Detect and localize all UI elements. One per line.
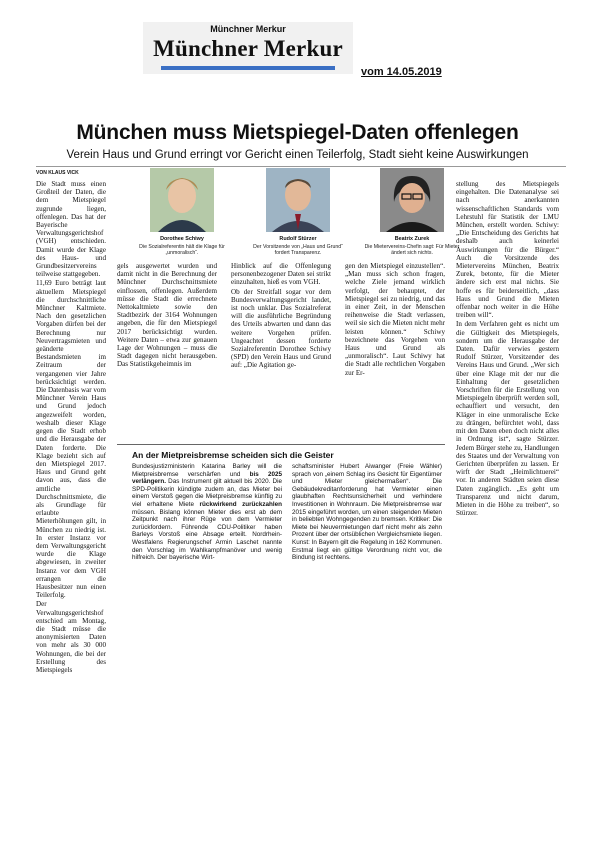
photo-dorothee-schiwy [150, 168, 214, 232]
masthead-logo [143, 22, 353, 74]
infobox-column-left [132, 463, 282, 575]
article-subhead: Verein Haus und Grund erringt vor Gericht einen Teilerfolg, Stadt sieht keine Auswirkungen [66, 149, 529, 161]
masthead-title: Münchner Merkur [153, 36, 343, 61]
infobox-headline: An der Mietpreisbremse scheiden sich die Geister [132, 450, 334, 460]
photo-name: Beatrix Zurek [394, 236, 430, 242]
paragraph: 11,69 Euro beträgt laut aktuellem Mietspiegel die durchschnittliche Münchner Kaltmiete. Nach den gesetzlichen Vorgaben dürfen bei der Berechnung nur Neuvertragsmieten und geänderte Bestandsmieten im Zeitraum der vergangenen vier Jahre berücksichtigt werden. Die Datenbasis war vom Münchner Verein Haus und Grund jedoch angezweifelt worden, weshalb dieser Klage gegen die Stadt erhob und die Herausgabe der Daten forderte. Die Klage bezieht sich auf den Mietspiegel 2017. Haus und Grund geht davon aus, dass die amtliche Durchschnittsmiete, die als Grundlage für erlaubte Mieterhöhungen gilt, in München zu niedrig ist. In erster Instanz vor dem Verwaltungsgericht wurde die Klage abgewiesen, in zweiter Instanz vor dem VGH errangen die Hausbesitzer nun einen Teilerfolg. [36, 279, 106, 600]
photo-rudolf-stuerzer [266, 168, 330, 232]
masthead-bar [161, 66, 335, 70]
photo-caption: Die Mietervereins-Chefin sagt: Für Mieter ändert sich nichts. [364, 244, 460, 257]
photo-beatrix-zurek [380, 168, 444, 232]
paragraph: Hinblick auf die Offenlegung personenbezogener Daten sei strikt einzuhalten, hieß es vom VGH. [231, 262, 331, 287]
paragraph: gen den Mietspiegel einzustellen“. „Man muss sich schon fragen, welche Ziele jemand wirklich verfolgt, der behauptet, der Mietspiegel sei zu niedrig, und das in einer Zeit, in der Menschen reihenweise die Stadt verlassen, weil sie sich die Mieten nicht mehr leisten können.“ Schiwy bezeichnete das Vorgehen von Haus und Grund als „unmoralisch“. Laut Schiwy hat die Stadt alle rechtlichen Vorgaben zur Er- [345, 262, 445, 377]
infobox-bold-text: bis 2025 verlängern. [132, 470, 282, 486]
article-column-4 [345, 262, 445, 438]
publication-date: vom 14.05.2019 [361, 66, 442, 78]
photo-caption: Der Vorsitzende von „Haus und Grund“ fordert Transparenz. [253, 244, 343, 257]
article-column-5 [456, 180, 559, 580]
byline: VON KLAUS VICK [36, 170, 79, 176]
infobox-column-right [292, 463, 442, 575]
byline-rule [36, 166, 566, 167]
masthead-small-title: Münchner Merkur [210, 24, 286, 34]
article-column-1 [36, 180, 106, 674]
paragraph: stellung des Mietspiegels eingehalten. Die Datenanalyse sei nach anerkannten wissenschaftlichen Standards vom Lehrstuhl für Statistik der LMU München, erstellt worden. Schiwy: „Die Entscheidung des Gerichts hat deshalb auch keinerlei Auswirkungen für die Bürger.“ Auch die Vorsitzende des Mietervereins München, Beatrix Zurek, betonte, für die Mieter ändere sich erst mal nichts. Sie hoffe es für beiderseitlich, „dass Haus und Grund die Mieten offenbar noch weiter in die Höhe treiben will“. [456, 180, 559, 320]
paragraph: In dem Verfahren geht es nicht um die Gültigkeit des Mietspiegels, sondern um die Herausgabe der Daten. Dafür verwies gestern Rudolf Stürzer, Vorsitzender des Vereins Haus und Grund. „Wer sich über eine Klage mit der nur die Einhaltung der gesetzlichen Vorschriften für die Erstellung von Mietspiegeln überprüft werden soll, echauffiert und versucht, den Kläger in eine unmoralische Ecke zu drängen, befürchtet wohl, dass mit den Daten eben doch nicht alles in Ordnung ist“, sagte Stürzer. Jedem Bürger stehe zu, Handlungen des Staates und der Verwaltung von Gerichten überprüfen zu lassen. Er wirft der Stadt „Heimlichtuerei“ vor. In anderen Städten seien diese Daten zugänglich. „Es geht um Transparenz und nicht darum, Mieten in die Höhe zu treiben“, so Stürzer. [456, 320, 559, 518]
portrait-image [266, 168, 330, 232]
infobox-text: müssen. Bislang können Mieter dies erst ab dem Zeitpunkt nach ihrer Rüge von dem Vermieter zurückfordern. Führende CDU-Politiker haben Barleys Vorstoß eine Absage erteilt. Nordrhein-Westfalens Regierungschef Armin Laschet nannte den Vorschlag im Wahlkampfmanöver und wenig hilfreich. Der bayerische Wirt- [132, 508, 282, 562]
paragraph: Ob der Streitfall sogar vor dem Bundesverwaltungsgericht landet, ist noch unklar. Das Sozialreferat will die ausführliche Begründung des Urteils abwarten und dann das weitere Vorgehen prüfen. Ungeachtet dessen forderte Sozialreferentin Dorothee Schiwy (SPD) den Verein Haus und Grund auf: „Die Agitation ge- [231, 287, 331, 370]
paragraph: Der Verwaltungsgerichtshof entschied am Montag, die Stadt müsse die anonymisierten Daten von mehr als 30 000 Wohnungen, die bei der Erstellung des Mietspiegels [36, 600, 106, 674]
infobox-top-rule [117, 444, 445, 445]
article-headline: München muss Mietspiegel-Daten offenlegen [76, 121, 519, 144]
paragraph: Die Stadt muss einen Großteil der Daten, die dem Mietspiegel zugrunde liegen, offenlegen. Das hat der Bayerische Verwaltungsgerichtshof (VGH) entschieden. Damit wurde der Klage des Haus- und Grundbesitzervereins teilweise stattgegeben. [36, 180, 106, 279]
infobox-text: Bundesjustizministerin Katarina Barley will die Mietpreisbremse verschärfen und [132, 463, 282, 478]
infobox-text: Das Instrument gilt aktuell bis 2020. Die SPD-Politikerin kündigte zudem an, das Mieter bei einem Verstoß gegen die Mietpreisbremse künftig zu viel erhaltene Miete [132, 478, 282, 508]
photo-name: Dorothee Schiwy [160, 236, 204, 242]
photo-name: Rudolf Stürzer [279, 236, 317, 242]
portrait-image [380, 168, 444, 232]
portrait-image [150, 168, 214, 232]
photo-caption: Die Sozialreferentin hält die Klage für „unmoralisch“. [139, 244, 225, 257]
infobox-bold-text: rückwirkend zurückzahlen [199, 500, 282, 508]
paragraph: gels ausgewertet wurden und damit nicht in die Berechnung der Münchner Durchschnittsmiete einflossen, offenlegen. Außerdem müsse die Stadt die errechnete Nettokaltmiete sowie den Stadtbezirk der 3164 Wohnungen angeben, die für den Mietspiegel 2017 berücksichtigt wurden. Weitere Daten – etwa zur genauen Lage der Wohnungen – muss die Stadt dagegen nicht herausgeben. Das Statistikgeheimnis im [117, 262, 217, 369]
infobox-text: schaftsminister Hubert Aiwanger (Freie Wähler) sprach von „einem Schlag ins Gesicht für Eigentümer und Mieter gleichermaßen“. Die Gebäudekreditanforderung hat Vermieter einen glaubhaften Rechtsunsicherheit und verhindere Investitionen in Wohnraum. Die Mietpreisbremse war 2015 eingeführt worden, um einen steigenden Mieten in beliebten Wohngegenden zu bremsen. Kritiker: Die Miete bei Neuvermietungen darf nicht mehr als zehn Prozent über der ortsüblichen Vergleichsmiete liegen. Kunst: In Bayern gilt die Regelung in 162 Kommunen. Erstmal liegt ein gültige Verordnung nicht vor, die Bindung ist rechtens. [292, 463, 442, 562]
article-column-2 [117, 262, 217, 438]
article-column-3 [231, 262, 331, 438]
